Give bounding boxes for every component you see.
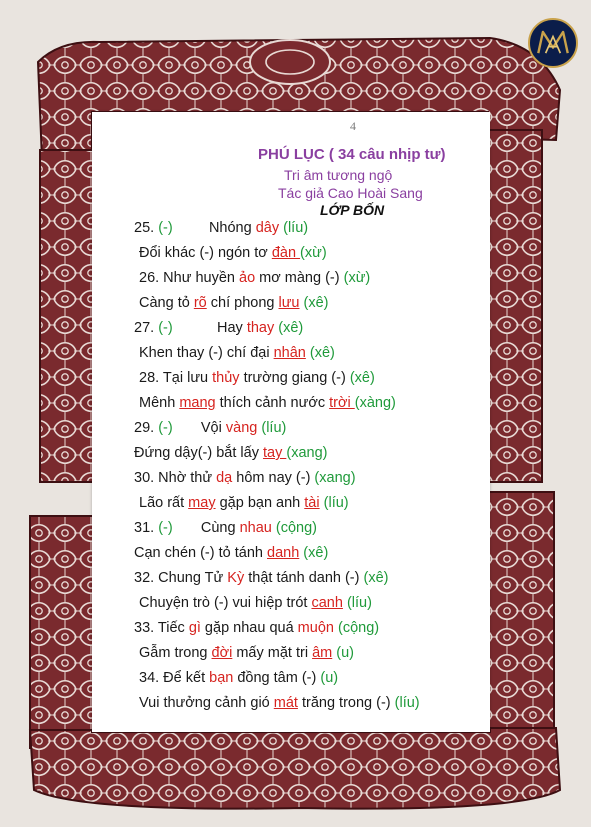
lyric-line <box>139 668 338 688</box>
note-label: (líu) <box>323 495 349 511</box>
lyric-text: trăng trong (-) <box>297 695 395 711</box>
lyric-text: 30. Nhờ thử <box>134 470 217 486</box>
highlighted-word: thay <box>246 320 275 336</box>
lyric-text: đồng tâm (-) <box>233 670 321 686</box>
lyric-text: hôm nay (-) <box>232 470 315 486</box>
highlighted-word: tài <box>304 495 320 511</box>
lyric-text: Vui thưởng cảnh gió <box>139 695 274 711</box>
lyric-line <box>139 268 370 288</box>
highlighted-word: tay <box>262 445 287 461</box>
lyric-line <box>134 443 327 463</box>
note-label: (xê) <box>278 320 304 336</box>
author-line: Tác giả Cao Hoài Sang <box>278 185 423 201</box>
highlighted-word: lưu <box>278 295 300 311</box>
note-label: (xang) <box>314 470 356 486</box>
highlighted-word: rõ <box>193 295 207 311</box>
note-label: (u) <box>320 670 339 686</box>
lyric-text: Mênh <box>139 395 180 411</box>
lyric-text: thích cảnh nước <box>215 395 330 411</box>
lyric-line <box>139 343 335 363</box>
highlighted-word: nhân <box>273 345 306 361</box>
note-label: (líu) <box>346 595 372 611</box>
lyric-line <box>134 218 308 238</box>
note-label: (u) <box>336 645 355 661</box>
note-label: (xừ) <box>300 245 327 261</box>
highlighted-word: ảo <box>239 270 256 286</box>
lyric-text: Đứng dậy(-) bắt lấy <box>134 445 263 461</box>
highlighted-word: bạn <box>209 670 234 686</box>
highlighted-word: gì <box>188 620 201 636</box>
highlighted-word: Kỳ <box>227 570 245 586</box>
lyric-text: 25. <box>134 220 159 236</box>
page-title: PHÚ LỤC ( 34 câu nhịp tư) <box>258 146 446 163</box>
lyric-text: chí phong <box>206 295 279 311</box>
lyric-text: Càng tỏ <box>139 295 194 311</box>
lyric-text: 26. Như huyền <box>139 270 239 286</box>
highlighted-word: mang <box>179 395 216 411</box>
note-label: (cộng) <box>337 620 380 636</box>
lyric-line <box>139 593 372 613</box>
lyric-text: 29. <box>134 420 159 436</box>
lyric-text: Gẫm trong <box>139 645 212 661</box>
lyric-line <box>134 318 303 338</box>
lyric-text: mơ màng (-) <box>255 270 344 286</box>
highlighted-word: dạ <box>216 470 233 486</box>
lyric-line <box>139 368 375 388</box>
lyric-line <box>134 543 328 563</box>
highlighted-word: muộn <box>297 620 334 636</box>
highlighted-word: dây <box>255 220 280 236</box>
lyric-text: Nhóng <box>172 220 256 236</box>
highlighted-word: may <box>188 495 216 511</box>
lyric-line <box>139 293 329 313</box>
lyric-text: gặp nhau quá <box>200 620 298 636</box>
note-label: (líu) <box>283 220 309 236</box>
lyric-text: Khen thay (-) chí đại <box>139 345 274 361</box>
highlighted-word: đàn <box>271 245 301 261</box>
lyric-line <box>139 393 396 413</box>
page-number: 4 <box>350 119 356 133</box>
note-label: (cộng) <box>275 520 317 536</box>
lyric-text: mấy mặt tri <box>232 645 313 661</box>
lyric-text: 28. Tại lưu <box>139 370 213 386</box>
lyric-line <box>134 518 317 538</box>
note-label: (xàng) <box>354 395 396 411</box>
highlighted-word: đời <box>211 645 233 661</box>
note-label: (-) <box>158 520 173 536</box>
lyric-text: Hay <box>172 320 247 336</box>
lyric-line <box>134 568 388 588</box>
lyric-text: Đổi khác (-) ngón tơ <box>139 245 272 261</box>
note-label: (líu) <box>394 695 420 711</box>
lyric-line <box>139 643 354 663</box>
lyric-line <box>139 693 420 713</box>
note-label: (xê) <box>303 545 329 561</box>
highlighted-word: danh <box>267 545 300 561</box>
lyric-line <box>139 243 327 263</box>
lyric-line <box>139 493 349 513</box>
lyric-text: Chuyện trò (-) vui hiệp trót <box>139 595 312 611</box>
note-label: (xê) <box>309 345 335 361</box>
note-label: (-) <box>158 320 173 336</box>
highlighted-word: trời <box>329 395 355 411</box>
lyric-text: Cạn chén (-) tỏ tánh <box>134 545 267 561</box>
lyric-line <box>134 468 356 488</box>
highlighted-word: vàng <box>225 420 258 436</box>
lyric-text: Cùng <box>172 520 240 536</box>
highlighted-word: canh <box>311 595 343 611</box>
lyric-text: 31. <box>134 520 159 536</box>
note-label: (-) <box>158 220 173 236</box>
lyric-text: 33. Tiếc <box>134 620 189 636</box>
lyric-text: gặp bạn anh <box>215 495 305 511</box>
note-label: (xê) <box>363 570 389 586</box>
note-label: (líu) <box>261 420 287 436</box>
highlighted-word: mát <box>273 695 298 711</box>
lyric-line <box>134 618 379 638</box>
ma-monogram-icon <box>528 18 578 68</box>
lyric-text: 27. <box>134 320 159 336</box>
song-title: Tri âm tương ngộ <box>284 167 393 183</box>
note-label: (xừ) <box>343 270 371 286</box>
lyric-line <box>134 418 286 438</box>
lyric-text: 32. Chung Tử <box>134 570 228 586</box>
highlighted-word: nhau <box>239 520 272 536</box>
lyric-text: 34. Để kết <box>139 670 210 686</box>
section-heading: LỚP BỐN <box>320 202 385 218</box>
note-label: (xê) <box>303 295 329 311</box>
highlighted-word: âm <box>312 645 333 661</box>
lyric-text: Vội <box>172 420 226 436</box>
lyric-text: trường giang (-) <box>239 370 350 386</box>
highlighted-word: thủy <box>212 370 240 386</box>
note-label: (xang) <box>286 445 328 461</box>
note-label: (xê) <box>349 370 375 386</box>
lyric-text: Lão rất <box>139 495 189 511</box>
note-label: (-) <box>158 420 173 436</box>
lyric-text: thật tánh danh (-) <box>244 570 364 586</box>
